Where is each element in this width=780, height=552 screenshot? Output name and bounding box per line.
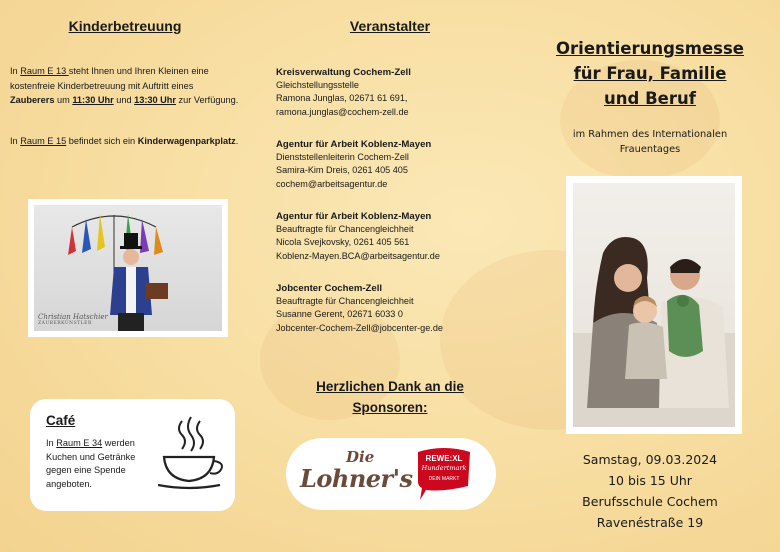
- organizer-email: ramona.junglas@cochem-zell.de: [276, 106, 409, 117]
- time-1330: 13:30 Uhr: [134, 95, 176, 105]
- panel-title: [520, 0, 780, 552]
- organizer-email: Jobcenter-Cochem-Zell@jobcenter-ge.de: [276, 322, 443, 333]
- room-e15: Raum E 15: [20, 136, 67, 146]
- title-line-1: Orientierungsmesse: [556, 39, 744, 58]
- text-segment: In: [10, 66, 21, 76]
- event-address: Ravenéstraße 19: [596, 515, 704, 530]
- organizer-email: Koblenz-Mayen.BCA@arbeitsagentur.de: [276, 250, 440, 261]
- text-segment: um: [54, 95, 73, 105]
- text-segment: In: [46, 438, 57, 448]
- kinderwagen-text: [10, 134, 240, 149]
- organizer-line: Ramona Junglas, 02671 61 691,: [276, 93, 408, 104]
- event-venue: Berufsschule Cochem: [582, 494, 718, 509]
- cafe-box: [30, 399, 235, 511]
- text-segment: werden Kuchen und Getränke gegen eine Spende angeboten.: [46, 438, 136, 489]
- magician-logo: Christian Hatschier ZAUBERKÜNSTLER: [38, 313, 108, 326]
- organizer-1: [276, 66, 516, 119]
- lohners-logo: Die Lohner's: [300, 448, 413, 493]
- organizer-line: Nicola Svejkovsky, 0261 405 561: [276, 237, 410, 248]
- organizer-line: Gleichstellungsstelle: [276, 80, 359, 91]
- text-segment: zur Verfügung.: [176, 95, 239, 105]
- text-segment: .: [235, 136, 239, 146]
- event-time: 10 bis 15 Uhr: [608, 473, 692, 488]
- organizer-email: cochem@arbeitsagentur.de: [276, 178, 388, 189]
- organizer-4: [276, 282, 516, 335]
- thanks-line-2: Sponsoren:: [352, 400, 428, 415]
- time-1130: 11:30 Uhr: [72, 95, 114, 105]
- organizer-line: Dienststellenleiterin Cochem-Zell: [276, 152, 409, 163]
- title-line-3: und Beruf: [604, 89, 696, 108]
- room-e34: Raum E 34: [56, 438, 103, 448]
- organizer-name: Agentur für Arbeit Koblenz-Mayen: [276, 211, 432, 222]
- family-illustration: [573, 183, 735, 427]
- cafe-text: [46, 437, 158, 491]
- rewe-logo: REWE:XL Hundertmark DEIN MARKT: [414, 446, 474, 502]
- kinderbetreuung-text: [10, 64, 240, 108]
- veranstalter-heading: Veranstalter: [349, 18, 431, 34]
- event-subtitle: [540, 128, 760, 157]
- kinderwagenparkplatz-highlight: Kinderwagenparkplatz: [137, 136, 236, 146]
- event-date: Samstag, 09.03.2024: [582, 452, 718, 467]
- text-segment: und: [113, 95, 135, 105]
- zauberer-highlight: Zauberers: [10, 95, 55, 105]
- coffee-cup-icon: [158, 413, 228, 493]
- organizer-name: Kreisverwaltung Cochem-Zell: [276, 67, 411, 78]
- subtitle-line-1: im Rahmen des Internationalen: [572, 129, 728, 140]
- thanks-line-1: Herzlichen Dank an die: [316, 379, 464, 394]
- sponsor-thanks-heading: [260, 376, 520, 418]
- family-photo: [566, 176, 742, 434]
- organizer-line: Samira-Kim Dreis, 0261 405 405: [276, 165, 408, 176]
- organizer-line: Beauftragte für Chancengleichheit: [276, 296, 414, 307]
- text-segment: In: [10, 136, 21, 146]
- organizer-name: Jobcenter Cochem-Zell: [276, 283, 383, 294]
- kinderbetreuung-heading: Kinderbetreuung: [68, 18, 182, 34]
- organizer-3: [276, 210, 516, 263]
- panel-veranstalter: [260, 0, 520, 552]
- organizer-name: Agentur für Arbeit Koblenz-Mayen: [276, 139, 432, 150]
- cafe-heading: Café: [46, 413, 76, 428]
- organizer-line: Susanne Gerent, 02671 6033 0: [276, 309, 403, 320]
- organizer-line: Beauftragte für Chancengleichheit: [276, 224, 414, 235]
- event-title: [520, 36, 780, 111]
- title-line-2: für Frau, Familie: [573, 64, 727, 83]
- organizer-2: [276, 138, 516, 191]
- magician-photo: [28, 199, 228, 337]
- text-segment: befindet sich ein: [66, 136, 138, 146]
- room-e13: Raum E 13: [20, 66, 69, 76]
- subtitle-line-2: Frauentages: [619, 143, 681, 155]
- text-segment: steht Ihnen und Ihren Kleinen eine kostenfreie Kinderbetreuung mit Auftritt eines: [10, 66, 209, 91]
- panel-kinderbetreuung: [0, 0, 260, 552]
- event-details: [520, 449, 780, 533]
- sponsor-logos: [286, 438, 496, 510]
